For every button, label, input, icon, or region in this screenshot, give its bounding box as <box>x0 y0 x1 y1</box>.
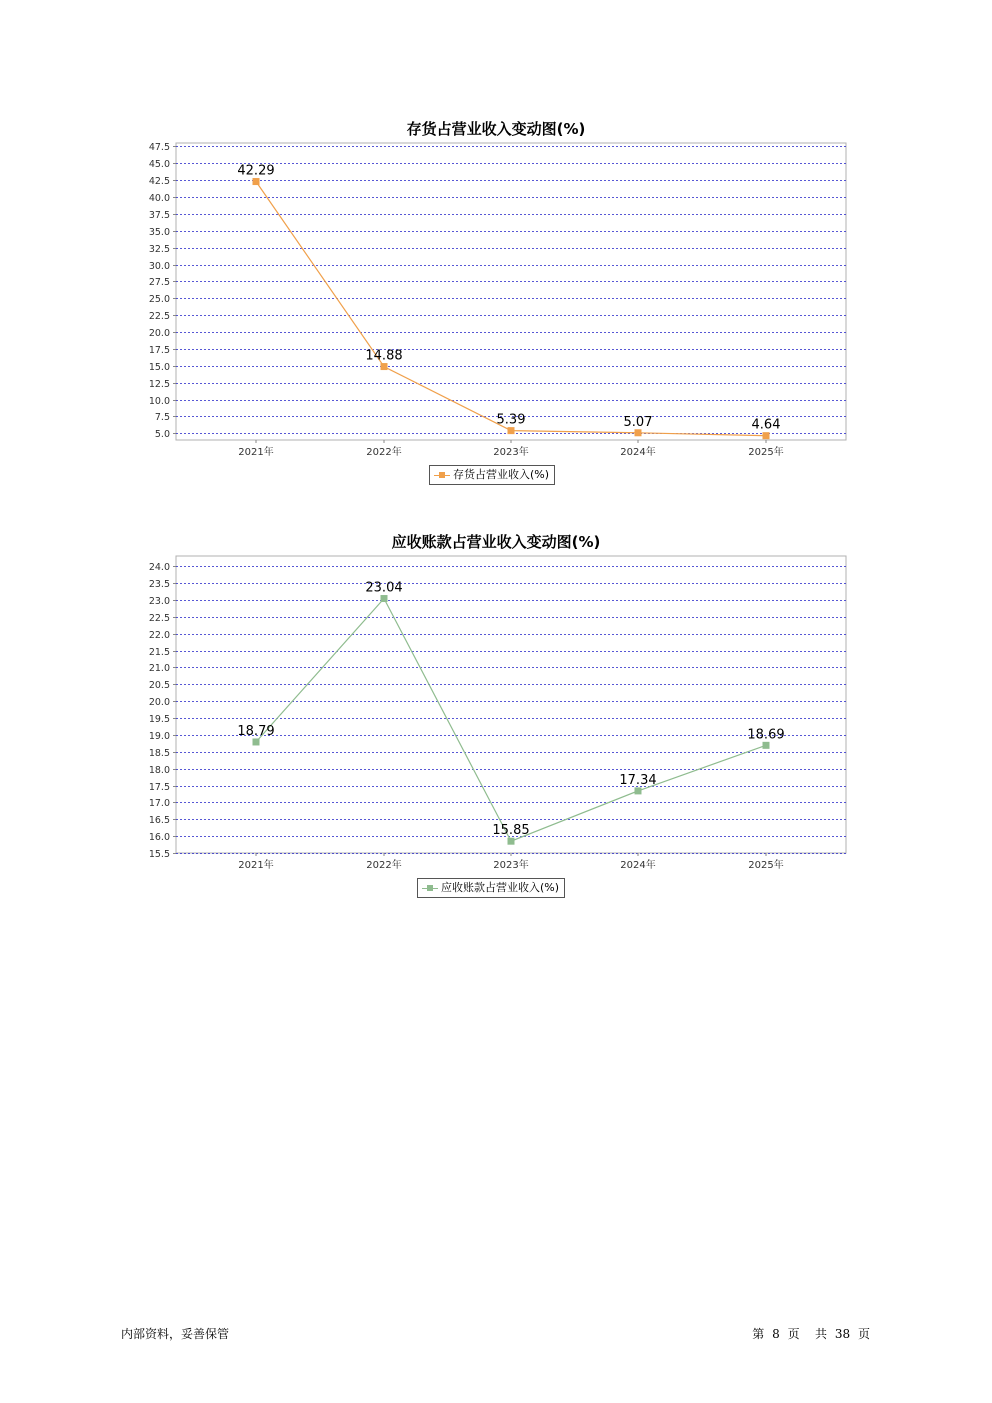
footer-confidential-note: 内部资料，妥善保管 <box>121 1327 230 1341</box>
y-tick-label: 19.0 <box>148 731 170 742</box>
y-tick-label: 22.0 <box>148 630 170 641</box>
data-label: 4.64 <box>751 417 781 433</box>
y-tick-label: 20.0 <box>148 697 170 708</box>
x-tick-label: 2025年 <box>748 447 784 458</box>
data-label: 18.69 <box>747 727 785 743</box>
y-tick-label: 22.5 <box>148 311 170 322</box>
data-label: 42.29 <box>237 163 275 179</box>
plot-area <box>176 143 846 440</box>
y-tick-label: 18.0 <box>148 765 170 776</box>
y-tick-label: 25.0 <box>148 294 170 305</box>
receivables-chart <box>0 525 992 905</box>
y-tick-label: 21.0 <box>148 663 170 674</box>
page-prefix: 第 <box>752 1327 765 1341</box>
inventory-chart-plot <box>0 112 992 492</box>
total-unit: 页 <box>857 1327 870 1341</box>
data-label: 18.79 <box>237 723 275 739</box>
y-tick-label: 16.0 <box>148 832 170 843</box>
data-point <box>253 178 260 185</box>
y-tick-label: 27.5 <box>148 277 170 288</box>
page-unit: 页 <box>787 1327 800 1341</box>
data-point <box>763 742 770 749</box>
x-tick-label: 2024年 <box>620 447 656 458</box>
legend-swatch-icon <box>422 883 438 893</box>
data-label: 15.85 <box>492 823 530 839</box>
y-tick-label: 37.5 <box>148 210 170 221</box>
y-tick-label: 15.5 <box>148 849 170 860</box>
data-point <box>381 363 388 370</box>
y-tick-label: 7.5 <box>154 412 170 423</box>
y-tick-label: 18.5 <box>148 748 170 759</box>
chart-legend[interactable] <box>417 878 565 898</box>
data-label: 5.39 <box>496 412 526 428</box>
page-number: 8 <box>772 1327 780 1341</box>
y-tick-label: 10.0 <box>148 396 170 407</box>
x-tick-label: 2022年 <box>366 447 402 458</box>
receivables-chart-plot <box>0 525 992 905</box>
x-tick-label: 2021年 <box>238 447 274 458</box>
y-tick-label: 20.0 <box>148 328 170 339</box>
y-tick-label: 19.5 <box>148 714 170 725</box>
y-tick-label: 23.0 <box>148 596 170 607</box>
x-tick-label: 2023年 <box>493 860 529 871</box>
data-point <box>508 427 515 434</box>
data-point <box>763 432 770 439</box>
data-label: 14.88 <box>365 348 403 364</box>
y-tick-label: 42.5 <box>148 176 170 187</box>
chart-title: 存货占营业收入变动图(%) <box>406 120 586 138</box>
chart-legend[interactable] <box>429 465 555 485</box>
y-tick-label: 32.5 <box>148 244 170 255</box>
legend-label: 存货占营业收入(%) <box>453 468 550 481</box>
x-tick-label: 2023年 <box>493 447 529 458</box>
data-point <box>508 838 515 845</box>
y-tick-label: 16.5 <box>148 815 170 826</box>
data-point <box>635 429 642 436</box>
y-tick-label: 21.5 <box>148 647 170 658</box>
y-tick-label: 30.0 <box>148 261 170 272</box>
y-tick-label: 5.0 <box>154 429 170 440</box>
y-tick-label: 35.0 <box>148 227 170 238</box>
x-tick-label: 2022年 <box>366 860 402 871</box>
y-tick-label: 12.5 <box>148 379 170 390</box>
y-tick-label: 23.5 <box>148 579 170 590</box>
y-tick-label: 17.5 <box>148 345 170 356</box>
total-prefix: 共 <box>815 1327 828 1341</box>
data-point <box>253 738 260 745</box>
data-label: 23.04 <box>365 580 403 596</box>
data-label: 17.34 <box>619 772 657 788</box>
data-point <box>381 595 388 602</box>
x-tick-label: 2024年 <box>620 860 656 871</box>
chart-title: 应收账款占营业收入变动图(%) <box>391 533 601 551</box>
y-tick-label: 22.5 <box>148 613 170 624</box>
legend-swatch-icon <box>434 470 450 480</box>
inventory-chart <box>0 112 992 492</box>
y-tick-label: 17.0 <box>148 798 170 809</box>
legend-label: 应收账款占营业收入(%) <box>441 881 560 894</box>
y-tick-label: 24.0 <box>148 562 170 573</box>
y-tick-label: 47.5 <box>148 142 170 153</box>
x-tick-label: 2021年 <box>238 860 274 871</box>
y-tick-label: 15.0 <box>148 362 170 373</box>
data-point <box>635 787 642 794</box>
y-tick-label: 45.0 <box>148 159 170 170</box>
x-tick-label: 2025年 <box>748 860 784 871</box>
data-label: 5.07 <box>623 414 653 430</box>
y-tick-label: 40.0 <box>148 193 170 204</box>
footer-page-info <box>750 1325 872 1342</box>
y-tick-label: 17.5 <box>148 782 170 793</box>
y-tick-label: 20.5 <box>148 680 170 691</box>
total-pages: 38 <box>834 1327 851 1341</box>
